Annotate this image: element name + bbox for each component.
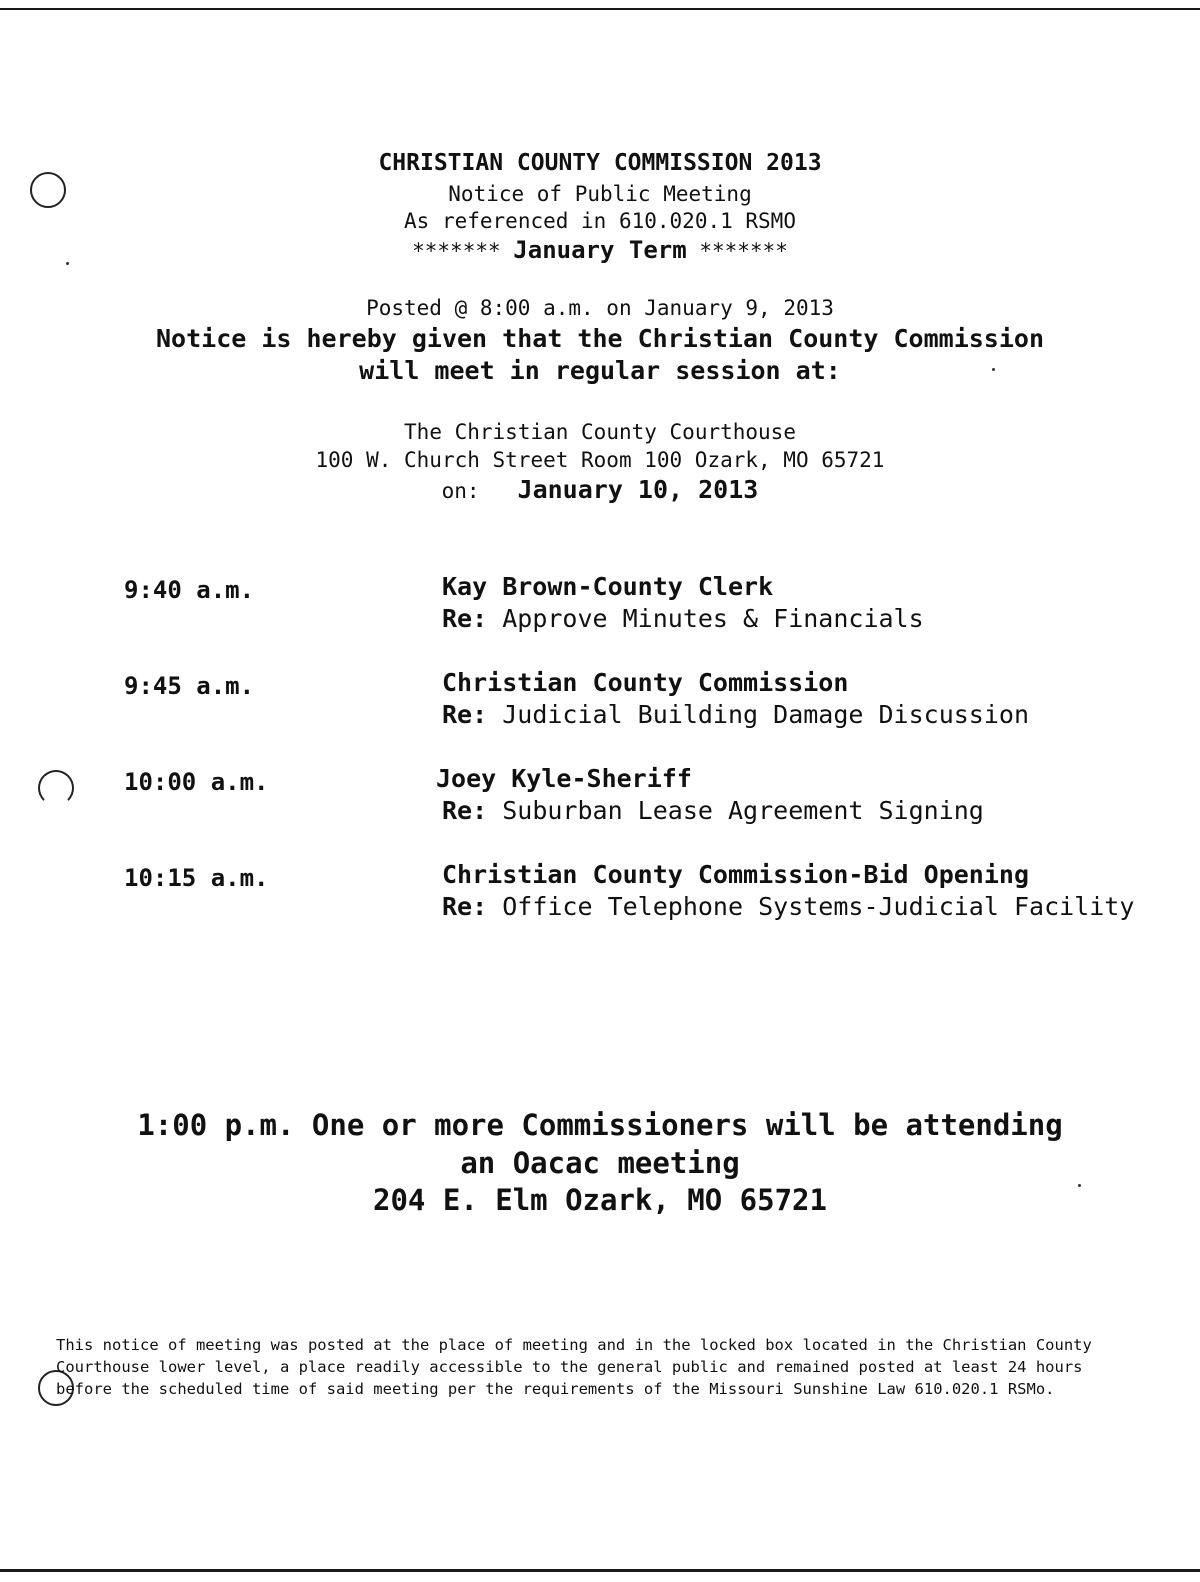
re-label: Re: [442, 892, 488, 921]
re-label: Re: [442, 796, 488, 825]
disclaimer-line-2: Courthouse lower level, a place readily accessible to the general public and remained posted at least 24 hours [56, 1358, 1083, 1376]
agenda-time: 9:45 a.m. [124, 672, 255, 700]
afternoon-address: 204 E. Elm Ozark, MO 65721 [373, 1183, 827, 1217]
document-subtitle: Notice of Public Meeting [448, 182, 752, 206]
term-label: January Term [513, 236, 687, 264]
agenda-item [0, 572, 1200, 646]
agenda-time: 10:15 a.m. [124, 864, 269, 892]
agenda-subject-text: Approve Minutes & Financials [502, 604, 924, 633]
agenda-subject [442, 700, 1029, 729]
agenda-presenter: Christian County Commission-Bid Opening [442, 860, 1029, 889]
meeting-date-line [0, 475, 1200, 504]
statute-reference: As referenced in 610.020.1 RSMO [404, 209, 796, 233]
agenda-item [0, 668, 1200, 742]
agenda-subject-text: Office Telephone Systems-Judicial Facility [502, 892, 1135, 921]
re-label: Re: [442, 604, 488, 633]
agenda-time: 9:40 a.m. [124, 576, 255, 604]
disclaimer-line-1: This notice of meeting was posted at the place of meeting and in the locked box located in the Christian County [56, 1336, 1092, 1354]
date-on-label: on: [441, 479, 480, 503]
meeting-date: January 10, 2013 [517, 475, 759, 504]
posting-disclaimer [56, 1334, 1146, 1400]
agenda-presenter: Christian County Commission [442, 668, 849, 697]
agenda-item [0, 860, 1200, 934]
agenda-subject [442, 604, 924, 633]
notice-line-1: Notice is hereby given that the Christian County Commission [155, 324, 1045, 353]
agenda-time: 10:00 a.m. [124, 768, 269, 796]
term-heading [0, 236, 1200, 264]
top-rule [0, 8, 1200, 10]
afternoon-line-2: an Oacac meeting [460, 1146, 740, 1180]
term-stars-right: ******* [699, 239, 788, 263]
agenda-subject-text: Suburban Lease Agreement Signing [502, 796, 984, 825]
posted-line: Posted @ 8:00 a.m. on January 9, 2013 [366, 296, 834, 320]
meeting-address: 100 W. Church Street Room 100 Ozark, MO 65721 [315, 448, 885, 472]
agenda-presenter: Joey Kyle-Sheriff [436, 764, 692, 793]
agenda-item [0, 764, 1200, 838]
re-label: Re: [442, 700, 488, 729]
bottom-rule [0, 1569, 1200, 1572]
afternoon-line-1: 1:00 p.m. One or more Commissioners will be attending [137, 1108, 1063, 1142]
agenda-presenter: Kay Brown-County Clerk [442, 572, 774, 601]
agenda-subject [442, 796, 984, 825]
document-title: CHRISTIAN COUNTY COMMISSION 2013 [378, 150, 822, 176]
meeting-place: The Christian County Courthouse [404, 420, 796, 444]
term-stars-left: ******* [412, 239, 501, 263]
notice-line-2: will meet in regular session at: [359, 356, 841, 385]
agenda-subject [442, 892, 1134, 921]
agenda-subject-text: Judicial Building Damage Discussion [502, 700, 1030, 729]
disclaimer-line-3: before the scheduled time of said meeting per the requirements of the Missouri Sunshine Law 610.020.1 RSMo. [56, 1380, 1055, 1398]
